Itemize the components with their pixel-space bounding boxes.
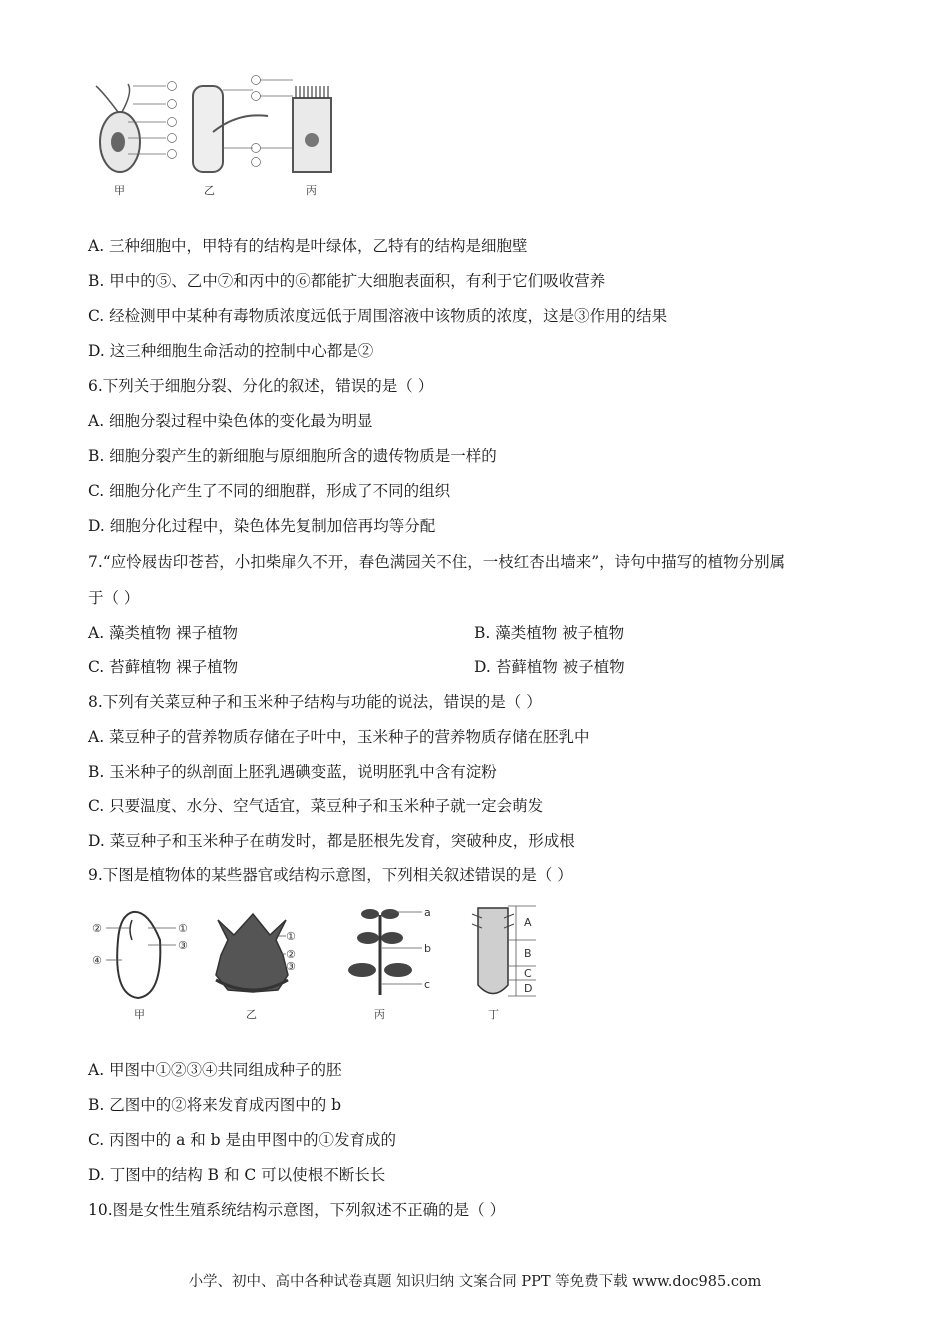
- figure1-label-jia: 甲: [114, 184, 125, 197]
- q7-option-d: D. 苔藓植物 被子植物: [474, 658, 625, 676]
- q5-option-c: C. 经检测甲中某种有毒物质浓度远低于周围溶液中该物质的浓度，这是③作用的结果: [88, 307, 668, 325]
- cell-figure-svg: [88, 72, 348, 200]
- ding-marker-a: A: [524, 916, 532, 929]
- ding-marker-b: B: [524, 947, 532, 960]
- figure1-label-bing: 丙: [306, 184, 317, 197]
- bing-marker-a: a: [424, 906, 431, 919]
- q9-option-a: A. 甲图中①②③④共同组成种子的胚: [88, 1061, 342, 1079]
- q8-option-a: A. 菜豆种子的营养物质存储在子叶中，玉米种子的营养物质存储在胚乳中: [88, 728, 590, 746]
- q6-option-d: D. 细胞分化过程中，染色体先复制加倍再均等分配: [88, 517, 436, 535]
- q7-option-b: B. 藻类植物 被子植物: [474, 624, 625, 642]
- yi-marker-1: ①: [286, 930, 296, 943]
- q8-option-d: D. 菜豆种子和玉米种子在萌发时，都是胚根先发育，突破种皮，形成根: [88, 832, 575, 850]
- yi-marker-2: ②: [286, 948, 296, 961]
- jia-marker-1: ①: [178, 922, 188, 935]
- ding-marker-c: C: [524, 967, 532, 980]
- bing-label: 丙: [374, 1008, 385, 1021]
- bing-marker-c: c: [424, 978, 431, 991]
- q9-option-c: C. 丙图中的 a 和 b 是由甲图中的①发育成的: [88, 1131, 397, 1149]
- q6-option-a: A. 细胞分裂过程中染色体的变化最为明显: [88, 412, 373, 430]
- yi-marker-3: ③: [286, 960, 296, 973]
- jia-marker-2: ②: [92, 922, 102, 935]
- ding-marker-d: D: [524, 982, 533, 995]
- plant-figure-svg: [88, 900, 548, 1025]
- q7-option-a: A. 藻类植物 裸子植物: [88, 624, 238, 642]
- q5-option-a: A. 三种细胞中，甲特有的结构是叶绿体，乙特有的结构是细胞壁: [88, 237, 528, 255]
- jia-marker-3: ③: [178, 939, 188, 952]
- q6-option-c: C. 细胞分化产生了不同的细胞群，形成了不同的组织: [88, 482, 451, 500]
- yi-label: 乙: [246, 1008, 257, 1021]
- q7-stem-line1: 7.“应怜屐齿印苍苔，小扣柴扉久不开，春色满园关不住，一枝红杏出墙来”，诗句中描写的植物分别属: [88, 553, 786, 571]
- q9-option-b: B. 乙图中的②将来发育成丙图中的 b: [88, 1096, 342, 1114]
- q10-stem: 10.图是女性生殖系统结构示意图，下列叙述不正确的是（ ）: [88, 1201, 506, 1219]
- q6-stem: 6.下列关于细胞分裂、分化的叙述，错误的是（ ）: [88, 377, 434, 395]
- jia-label: 甲: [134, 1008, 145, 1021]
- page-footer: 小学、初中、高中各种试卷真题 知识归纳 文案合同 PPT 等免费下载 www.doc985.com: [188, 1274, 762, 1290]
- q6-option-b: B. 细胞分裂产生的新细胞与原细胞所含的遗传物质是一样的: [88, 447, 497, 465]
- q8-option-c: C. 只要温度、水分、空气适宜，菜豆种子和玉米种子就一定会萌发: [88, 797, 544, 815]
- q9-option-d: D. 丁图中的结构 B 和 C 可以使根不断长长: [88, 1166, 386, 1184]
- jia-marker-4: ④: [92, 954, 102, 967]
- plant-figure: [88, 900, 548, 1025]
- q8-option-b: B. 玉米种子的纵剖面上胚乳遇碘变蓝，说明胚乳中含有淀粉: [88, 763, 497, 781]
- bing-marker-b: b: [424, 942, 431, 955]
- q7-stem-line2: 于（ ）: [88, 589, 140, 607]
- q5-option-b: B. 甲中的⑤、乙中⑦和丙中的⑥都能扩大细胞表面积，有利于它们吸收营养: [88, 272, 606, 290]
- q8-stem: 8.下列有关菜豆种子和玉米种子结构与功能的说法，错误的是（ ）: [88, 693, 542, 711]
- q5-option-d: D. 这三种细胞生命活动的控制中心都是②: [88, 342, 374, 360]
- cell-figure: [88, 72, 348, 200]
- ding-label: 丁: [488, 1008, 499, 1021]
- q9-stem: 9.下图是植物体的某些器官或结构示意图，下列相关叙述错误的是（ ）: [88, 866, 573, 884]
- figure1-label-yi: 乙: [204, 184, 215, 197]
- q7-option-c: C. 苔藓植物 裸子植物: [88, 658, 239, 676]
